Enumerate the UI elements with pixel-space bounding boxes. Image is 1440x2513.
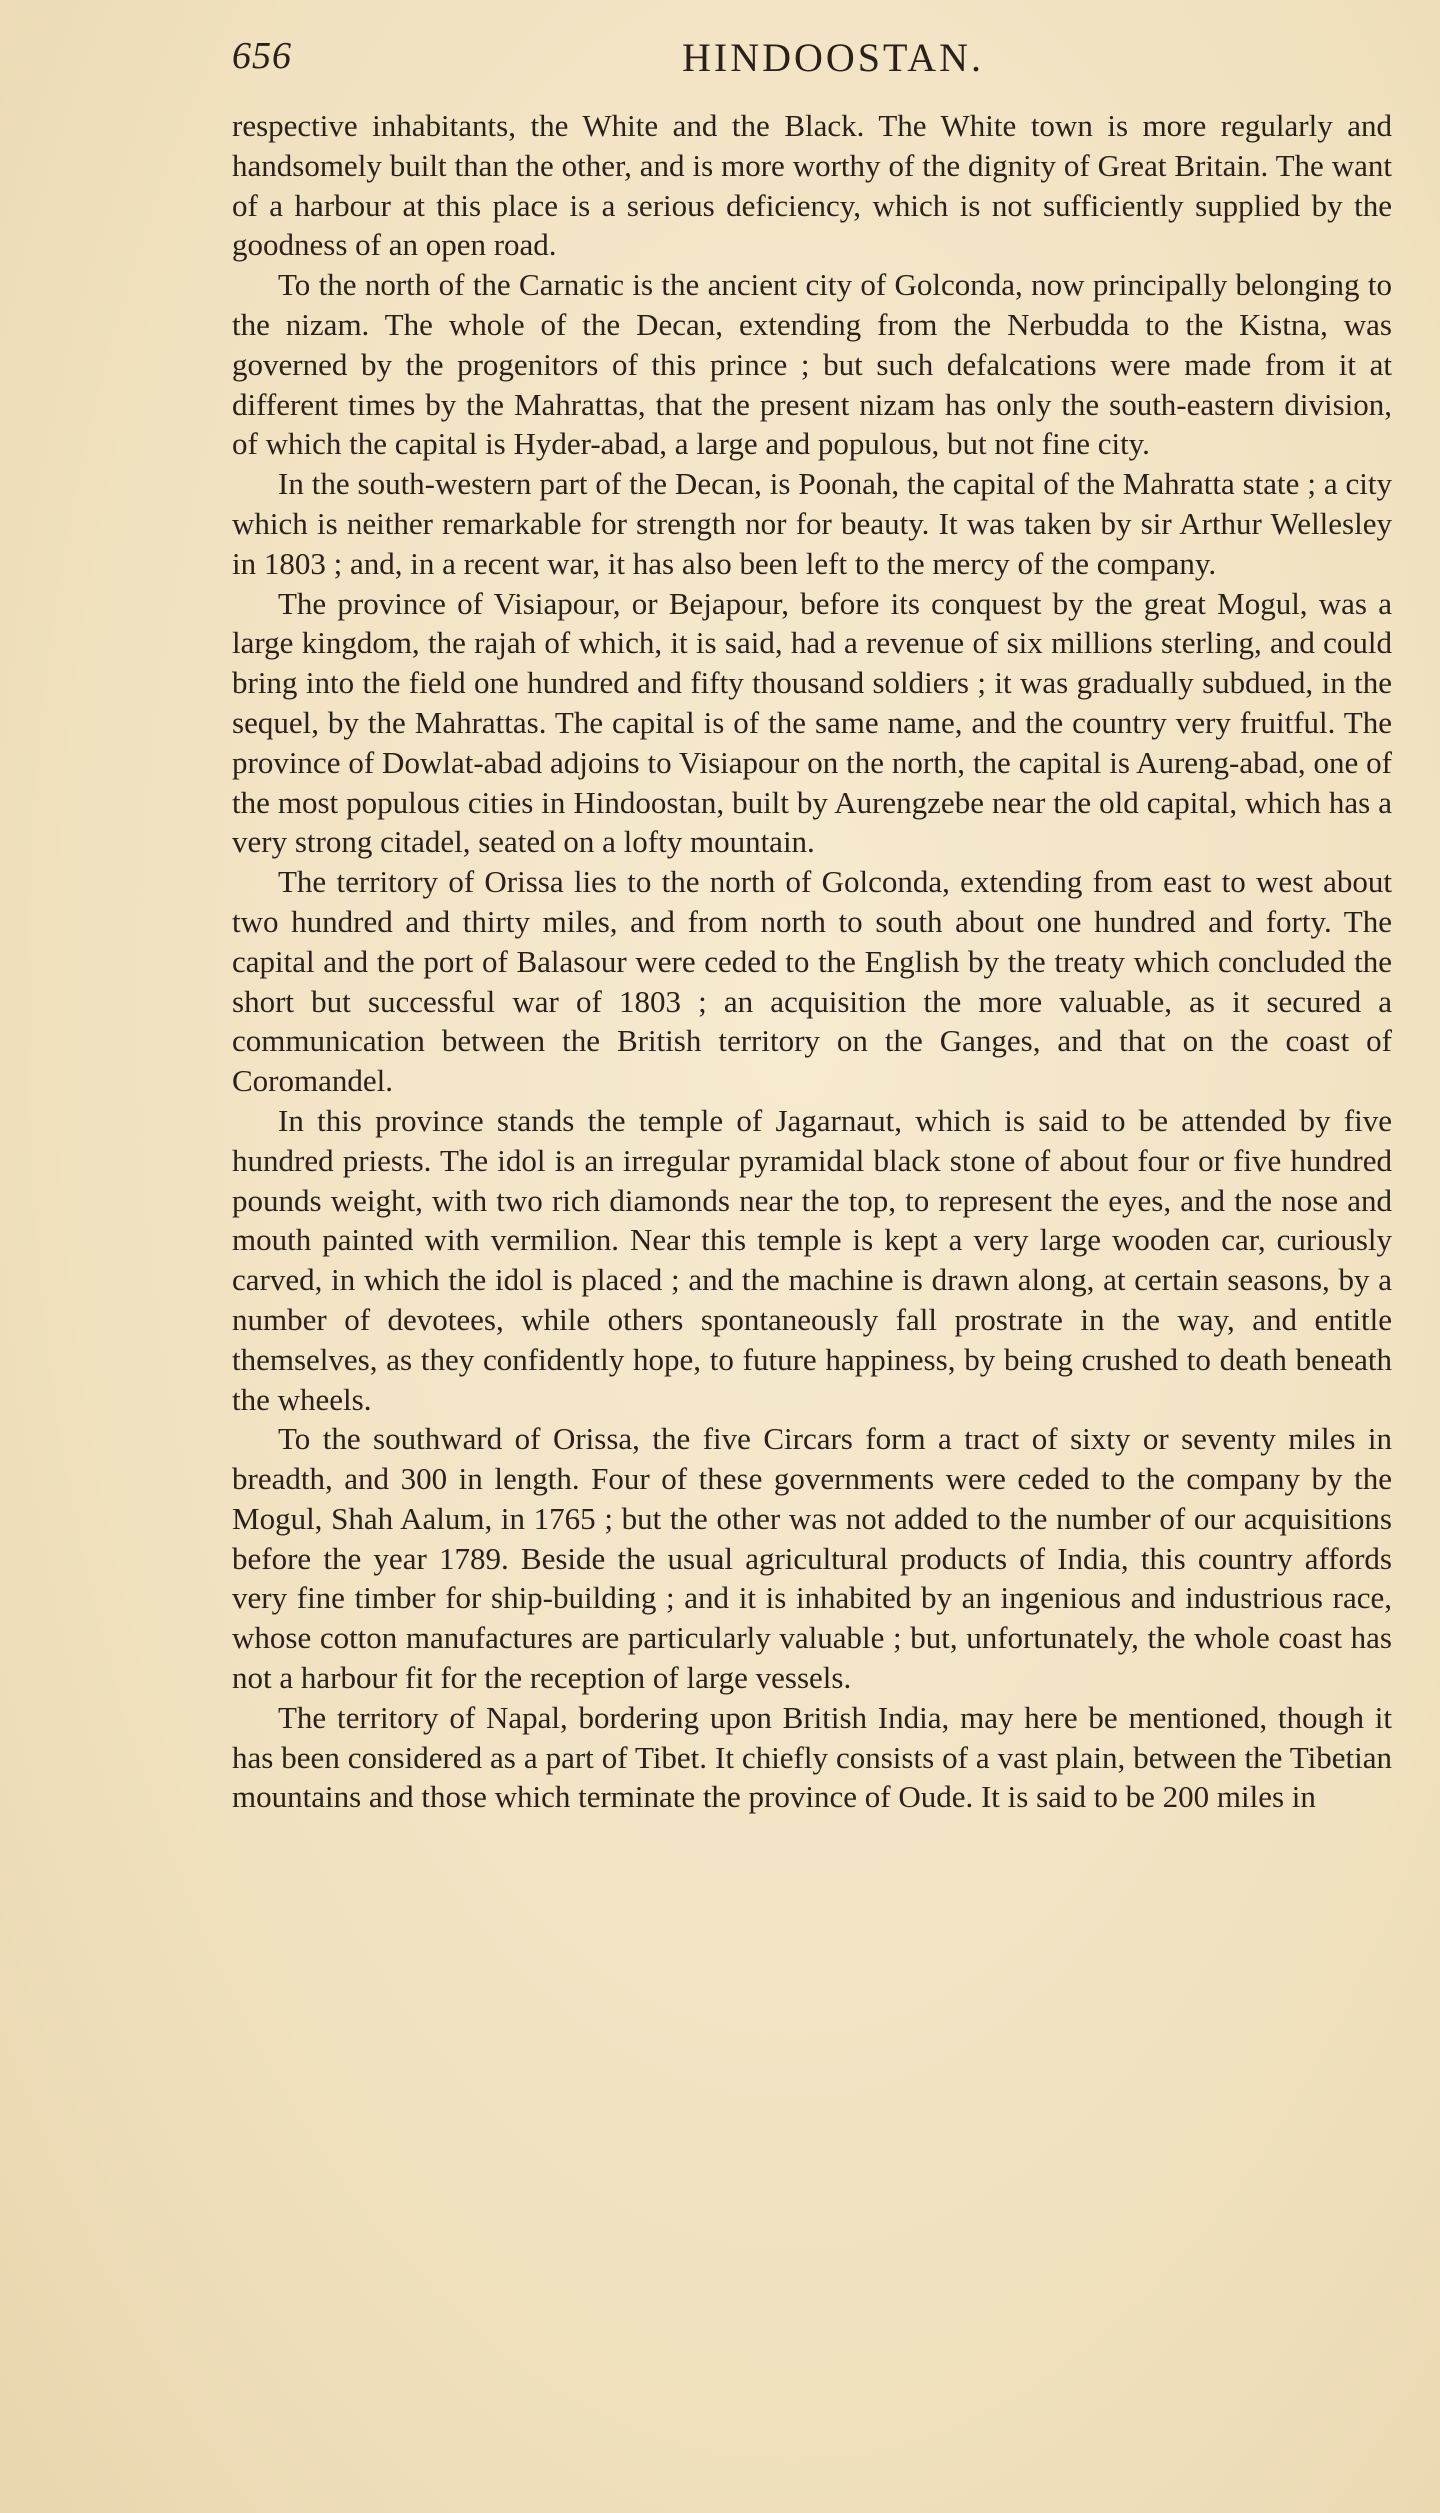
page-number: 656: [232, 35, 292, 77]
running-head: HINDOOSTAN.: [682, 35, 985, 80]
paragraph-orissa: The territory of Orissa lies to the north of Golconda, extending from east to west about two hundred and thirty miles, and from north to south about one hundred and forty. The capital and the port of Balasour were ceded to the English by the treaty which concluded the short but successful war of 1803 ; an acquisition the more valuable, as it secured a communication between the British territory on the Ganges, and that on the coast of Coromandel.: [232, 864, 1392, 1099]
paragraph-jagarnaut: In this province stands the temple of Jagarnaut, which is said to be attended by five hundred priests. The idol is an irregular pyramidal black stone of about four or five hundred pounds weight, with two rich diamonds near the top, to represent the eyes, and the nose and mouth painted with vermilion. Near this temple is kept a very large wooden car, curiously carved, in which the idol is placed ; and the machine is drawn along, at certain seasons, by a number of devotees, while others spontaneously fall prostrate in the way, and entitle themselves, as they confidently hope, to future happiness, by being crushed to death beneath the wheels.: [232, 1102, 1392, 1417]
page-header: [232, 34, 1212, 86]
paragraph-napal: The territory of Napal, bordering upon British India, may here be mentioned, though it has been considered as a part of Tibet. It chiefly consists of a vast plain, between the Tibetian mountains and those which terminate the province of Oude. It is said to be 200 miles in: [232, 1699, 1392, 1815]
paragraph-poonah: In the south-western part of the Decan, is Poonah, the capital of the Mahratta state ; a city which is neither remarkable for strength nor for beauty. It was taken by sir Arthur Wellesley in 1803 ; and, in a recent war, it has also been left to the mercy of the company.: [232, 466, 1392, 581]
body-text: [232, 106, 1392, 1817]
paragraph-circars: To the southward of Orissa, the five Circars form a tract of sixty or seventy miles in breadth, and 300 in length. Four of these governments were ceded to the company by the Mogul, Shah Aalum, in 1765 ; but the other was not added to the number of our acquisitions before the year 1789. Beside the usual agricultural products of India, this country affords very fine timber for ship-building ; and it is inhabited by an ingenious and industrious race, whose cotton manufactures are particularly valuable ; but, unfortunately, the whole coast has not a harbour fit for the reception of large vessels.: [232, 1421, 1392, 1696]
paragraph-white-town: respective inhabitants, the White and the Black. The White town is more regularly and handsomely built than the other, and is more worthy of the dignity of Great Britain. The want of a harbour at this place is a serious deficiency, which is not sufficiently supplied by the goodness of an open road.: [232, 108, 1392, 263]
paragraph-visiapour: The province of Visiapour, or Bejapour, before its conquest by the great Mogul, was a large kingdom, the rajah of which, it is said, had a revenue of six millions sterling, and could bring into the field one hundred and fifty thousand soldiers ; it was gradually subdued, in the sequel, by the Mahrattas. The capital is of the same name, and the country very fruitful. The province of Dowlat-abad adjoins to Visiapour on the north, the capital is Aureng-abad, one of the most populous cities in Hindoostan, built by Aurengzebe near the old capital, which has a very strong citadel, seated on a lofty mountain.: [232, 585, 1392, 860]
paragraph-golconda: To the north of the Carnatic is the ancient city of Golconda, now principally belonging to the nizam. The whole of the Decan, extending from the Nerbudda to the Kistna, was governed by the progenitors of this prince ; but such defalcations were made from it at different times by the Mahrattas, that the present nizam has only the south-eastern division, of which the capital is Hyder-abad, a large and populous, but not fine city.: [232, 267, 1392, 462]
